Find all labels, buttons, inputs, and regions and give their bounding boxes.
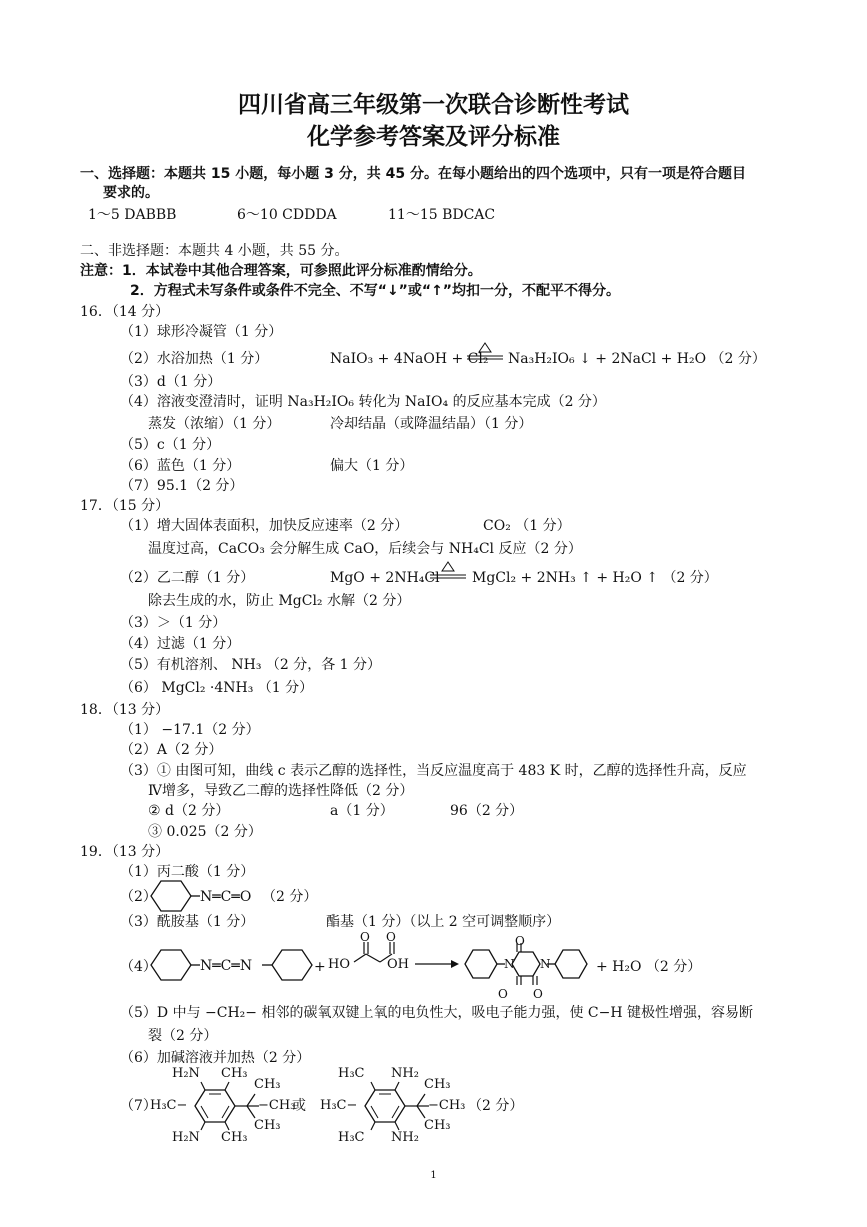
- s1-ch3-tb3: CH₃: [254, 1118, 281, 1133]
- malonic-o2: O: [386, 930, 396, 944]
- q16-a6: （6）蓝色（1 分）: [120, 458, 241, 474]
- q17-a2-eq-left: MgO + 2NH₄Cl: [330, 570, 440, 586]
- product-n-left: N: [504, 957, 515, 971]
- s1-h3c-left: H₃C−: [150, 1098, 188, 1113]
- q19-a7-or: 或: [292, 1098, 306, 1114]
- q18-a1: （1） −17.1（2 分）: [120, 722, 260, 738]
- reaction-arrow-icon: [415, 958, 459, 970]
- s2-h3c-top: H₃C: [338, 1066, 365, 1081]
- q19-a4-nccn: N═C═N: [200, 958, 253, 974]
- q18-a3: （3）① 由图可知，曲线 c 表示乙醇的选择性，当反应温度高于 483 K 时，乙醇的选择性升高，反应: [120, 763, 747, 779]
- note-1: 注意：1．本试卷中其他合理答案，可参照此评分标准酌情给分。: [80, 263, 482, 279]
- cyclohexane-ring-icon: [262, 945, 314, 985]
- q19-a4-tail: + H₂O （2 分）: [596, 959, 702, 975]
- q18-a3c2: a（1 分）: [330, 803, 394, 819]
- q19-a7-prefix: （7）: [120, 1098, 157, 1114]
- s1-h2n-bottom: H₂N: [172, 1130, 200, 1145]
- cyclohexane-ring-icon: [150, 876, 200, 916]
- heat-arrow-icon: [428, 559, 468, 581]
- q16-a4c: 冷却结晶（或降温结晶）（1 分）: [330, 416, 533, 432]
- q19-head: 19．（13 分）: [80, 844, 170, 860]
- s2-ch3-tb3: CH₃: [424, 1118, 451, 1133]
- s1-ch3-tb2: −CH₃: [258, 1098, 296, 1113]
- q16-a5: （5）c（1 分）: [120, 437, 221, 453]
- s1-ch3-tb1: CH₃: [254, 1077, 281, 1092]
- section2-heading: 二、非选择题：本题共 4 小题，共 55 分。: [80, 243, 349, 259]
- q18-a2: （2）A（2 分）: [120, 742, 223, 758]
- q17-a2c: 除去生成的水，防止 MgCl₂ 水解（2 分）: [148, 593, 411, 609]
- note-2: 2．方程式未写条件或条件不完全、不写“↓”或“↑”均扣一分，不配平不得分。: [130, 283, 621, 299]
- q17-a1c: 温度过高，CaCO₃ 会分解生成 CaO，后续会与 NH₄Cl 反应（2 分）: [148, 541, 582, 557]
- q17-a1b: CO₂ （1 分）: [483, 518, 571, 534]
- s1-h2n-top: H₂N: [172, 1066, 200, 1081]
- s1-ch3-top: CH₃: [221, 1066, 248, 1081]
- q18-a3c3: 96（2 分）: [450, 803, 524, 819]
- q17-head: 17．（15 分）: [80, 498, 170, 514]
- q19-a6: （6）加碱溶液并加热（2 分）: [120, 1050, 311, 1066]
- s2-ch3-tb2: −CH₃: [428, 1098, 466, 1113]
- s2-ch3-tb1: CH₃: [424, 1077, 451, 1092]
- q16-a2-eq-left: NaIO₃ + 4NaOH + Cl₂: [330, 351, 489, 367]
- q19-a5: （5）D 中与 −CH₂− 相邻的碳氧双键上氧的电负性大，吸电子能力强，使 C−H 键极性增强，容易断: [120, 1005, 754, 1021]
- q16-a7: （7）95.1（2 分）: [120, 478, 244, 494]
- q16-a1: （1）球形冷凝管（1 分）: [120, 324, 283, 340]
- s1-ch3-bottom: CH₃: [221, 1130, 248, 1145]
- s2-nh2-top: NH₂: [391, 1066, 419, 1081]
- q17-a1: （1）增大固体表面积，加快反应速率（2 分）: [120, 518, 409, 534]
- q18-a3c1: ② d（2 分）: [148, 803, 230, 819]
- q18-head: 18．（13 分）: [80, 702, 170, 718]
- mc-answers-11-15: 11～15 BDCAC: [388, 207, 496, 223]
- product-o-br: O: [533, 987, 543, 1001]
- q18-a3d: ③ 0.025（2 分）: [148, 824, 262, 840]
- heat-arrow-icon: [465, 340, 505, 362]
- section1-heading-cont: 要求的。: [103, 185, 159, 201]
- page-number: 1: [430, 1170, 437, 1181]
- q17-a6: （6） MgCl₂ ·4NH₃ （1 分）: [120, 680, 314, 696]
- malonic-oh: OH: [387, 957, 409, 972]
- q16-a2: （2）水浴加热（1 分）: [120, 351, 269, 367]
- q16-a4: （4）溶液变澄清时，证明 Na₃H₂IO₆ 转化为 NaIO₄ 的反应基本完成（2 分）: [120, 394, 606, 410]
- q18-a3b: Ⅳ增多，导致乙二醇的选择性降低（2 分）: [148, 783, 414, 799]
- q17-a4: （4）过滤（1 分）: [120, 636, 241, 652]
- q16-a4b: 蒸发（浓缩）（1 分）: [148, 416, 281, 432]
- q19-a3: （3）酰胺基（1 分）: [120, 914, 255, 930]
- s2-nh2-bottom: NH₂: [391, 1130, 419, 1145]
- product-n-right: N: [540, 957, 551, 971]
- q16-head: 16．（14 分）: [80, 304, 170, 320]
- q16-a2-eq-right: Na₃H₂IO₆ ↓ + 2NaCl + H₂O （2 分）: [508, 351, 766, 367]
- cyclohexane-ring-icon: [150, 945, 200, 985]
- q19-a4-plus1: +: [314, 959, 326, 975]
- product-o-bl: O: [498, 987, 508, 1001]
- page-subtitle: 化学参考答案及评分标准: [307, 124, 560, 150]
- product-structure: [458, 932, 598, 1000]
- q19-a2-prefix: （2）: [120, 889, 157, 905]
- s2-h3c-left: H₃C−: [320, 1098, 358, 1113]
- mc-answers-6-10: 6～10 CDDDA: [237, 207, 337, 223]
- q19-a2-formula: N═C═O: [200, 889, 252, 905]
- s2-h3c-bottom: H₃C: [338, 1130, 365, 1145]
- q16-a6b: 偏大（1 分）: [330, 458, 414, 474]
- page-title: 四川省高三年级第一次联合诊断性考试: [238, 92, 629, 118]
- q19-a3b: 酯基（1 分）（以上 2 空可调整顺序）: [326, 914, 561, 930]
- q19-a5b: 裂（2 分）: [148, 1028, 218, 1044]
- section1-heading: 一、选择题：本题共 15 小题，每小题 3 分，共 45 分。在每小题给出的四个选项中，只有一项是符合题目: [80, 166, 746, 182]
- q19-a1: （1）丙二酸（1 分）: [120, 864, 255, 880]
- malonic-o1: O: [360, 930, 370, 944]
- q19-a2-score: （2 分）: [262, 889, 318, 905]
- q16-a3: （3）d（1 分）: [120, 374, 222, 390]
- q19-a7-score: （2 分）: [468, 1098, 524, 1114]
- q19-a4-prefix: （4）: [120, 959, 157, 975]
- q17-a5: （5）有机溶剂、 NH₃ （2 分，各 1 分）: [120, 657, 382, 673]
- mc-answers-1-5: 1～5 DABBB: [88, 207, 177, 223]
- q17-a2: （2）乙二醇（1 分）: [120, 570, 255, 586]
- q17-a2-eq-right: MgCl₂ + 2NH₃ ↑ + H₂O ↑ （2 分）: [472, 570, 718, 586]
- product-o-top: O: [515, 934, 525, 948]
- malonic-ho: HO: [328, 957, 350, 972]
- q17-a3: （3）＞（1 分）: [120, 615, 227, 631]
